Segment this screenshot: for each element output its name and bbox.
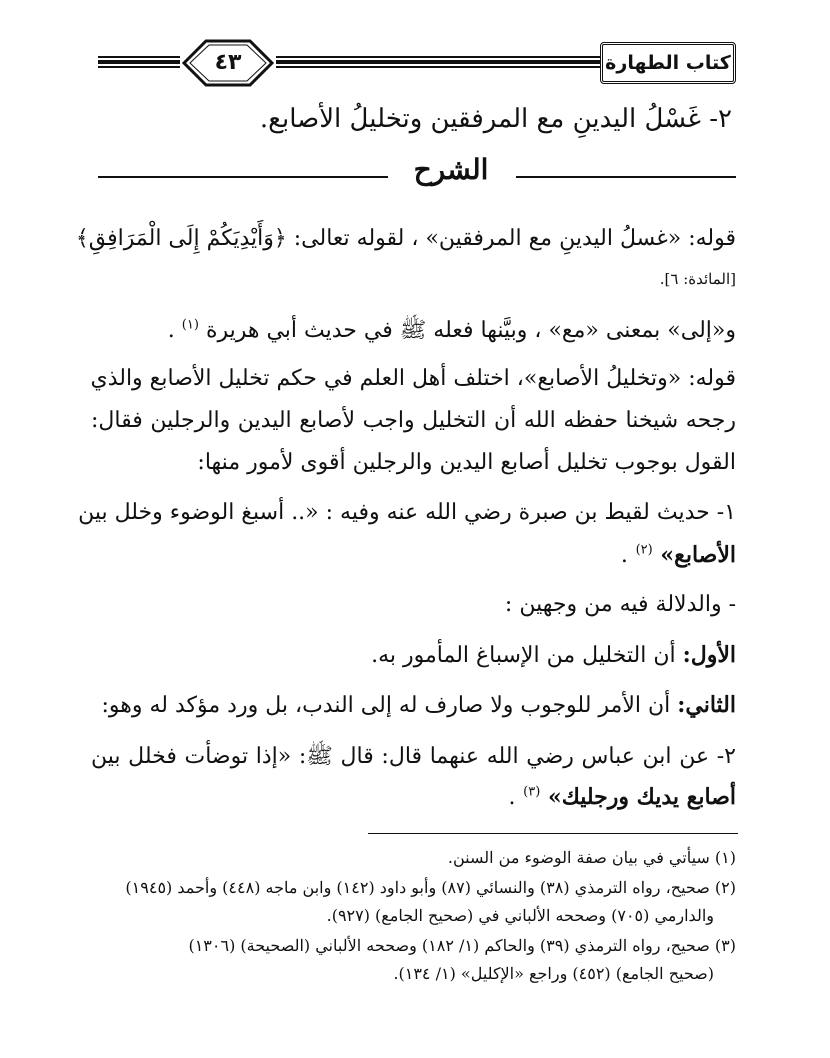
paragraph-text: قوله: «غسلُ اليدينِ مع المرفقين» ، لقوله تعالى: ﴿وَأَيْدِيَكُمْ إِلَى الْمَرَافِقِ﴾ (75, 226, 736, 251)
paragraph-text: و«إلى» بمعنى «مع» ، وبيَّنها فعله ﷺ في حديث أبي هريرة (205, 318, 736, 343)
paragraph-text: الأصابع» (660, 542, 736, 568)
page-header (98, 38, 736, 98)
footnote: (١) سيأتي في بيان صفة الوضوء من السنن. (447, 848, 736, 867)
footnote-marker: (٢) (635, 542, 653, 558)
paragraph-line (91, 592, 736, 617)
sentence-end: . (620, 543, 628, 568)
divider-rule-left (98, 176, 388, 178)
quran-reference (91, 270, 736, 288)
divider-rule-right (516, 176, 736, 178)
paragraph-line (91, 450, 736, 475)
paragraph-line (91, 784, 736, 810)
paragraph-text: ٢- عن ابن عباس رضي الله عنهما قال: قال ﷺ: «إذا توضأت فخلل بين (91, 744, 736, 769)
paragraph-text: قوله: «وتخليلُ الأصابع»، اختلف أهل العلم في حكم تخليل الأصابع والذي (90, 366, 736, 391)
paragraph-text: القول بوجوب تخليل أصابع اليدين والرجلين أقوى لأمور منها: (197, 450, 736, 475)
paragraph-line (91, 642, 736, 668)
book-title: كتاب الطهارة (600, 42, 736, 84)
sharh-divider (98, 150, 736, 190)
paragraph-line (75, 226, 736, 251)
footnote: (٣) صحيح، رواه الترمذي (٣٩) والحاكم (١/ ١٨٢) وصححه الألباني (الصحيحة) (١٣٠٦) (188, 936, 736, 955)
reference-text: [المائدة: ٦]. (659, 270, 736, 288)
sentence-end: . (167, 318, 175, 343)
footnote: والدارمي (٧٠٥) وصححه الألباني في (صحيح الجامع) (٩٢٧). (326, 906, 714, 925)
paragraph-text: - والدلالة فيه من وجهين : (504, 592, 736, 617)
footnote: (٢) صحيح، رواه الترمذي (٣٨) والنسائي (٨٧) وأبو داود (١٤٢) وابن ماجه (٤٤٨) وأحمد (١٩٤٥) (125, 878, 736, 897)
footnote-separator (368, 833, 738, 834)
paragraph-line (91, 692, 736, 718)
point-label: الثاني: (677, 692, 736, 718)
paragraph-line (78, 500, 736, 525)
footnote: (صحيح الجامع) (٤٥٢) وراجع «الإكليل» (١/ ١٣٤). (393, 964, 714, 983)
paragraph-line (91, 316, 736, 348)
paragraph-line (91, 542, 736, 568)
paragraph-line (91, 408, 736, 433)
page-number: ٤٣ (214, 50, 242, 75)
sharh-label: الشرح (413, 153, 489, 186)
paragraph-text: أن التخليل من الإسباغ المأمور به. (371, 643, 683, 668)
paragraph-text: أن الأمر للوجوب ولا صارف له إلى الندب، بل ورد مؤكد له وهو: (101, 693, 678, 718)
sentence-end: . (508, 785, 516, 810)
page-number-badge (180, 38, 276, 88)
paragraph-line (91, 742, 736, 774)
section-heading: ٢- غَسْلُ اليدينِ مع المرفقين وتخليلُ الأصابع. (259, 104, 732, 134)
paragraph-text: ١- حديث لقيط بن صبرة رضي الله عنه وفيه : «.. أسبغ الوضوء وخلل بين (78, 500, 736, 525)
paragraph-text: أصابع يديك ورجليك» (547, 784, 736, 810)
paragraph-text: رجحه شيخنا حفظه الله أن التخليل واجب لأصابع اليدين والرجلين فقال: (91, 408, 736, 433)
paragraph-line (91, 366, 736, 391)
point-label: الأول: (682, 642, 736, 668)
footnote-marker: (٣) (523, 784, 541, 800)
footnote-marker: (١) (181, 317, 199, 333)
